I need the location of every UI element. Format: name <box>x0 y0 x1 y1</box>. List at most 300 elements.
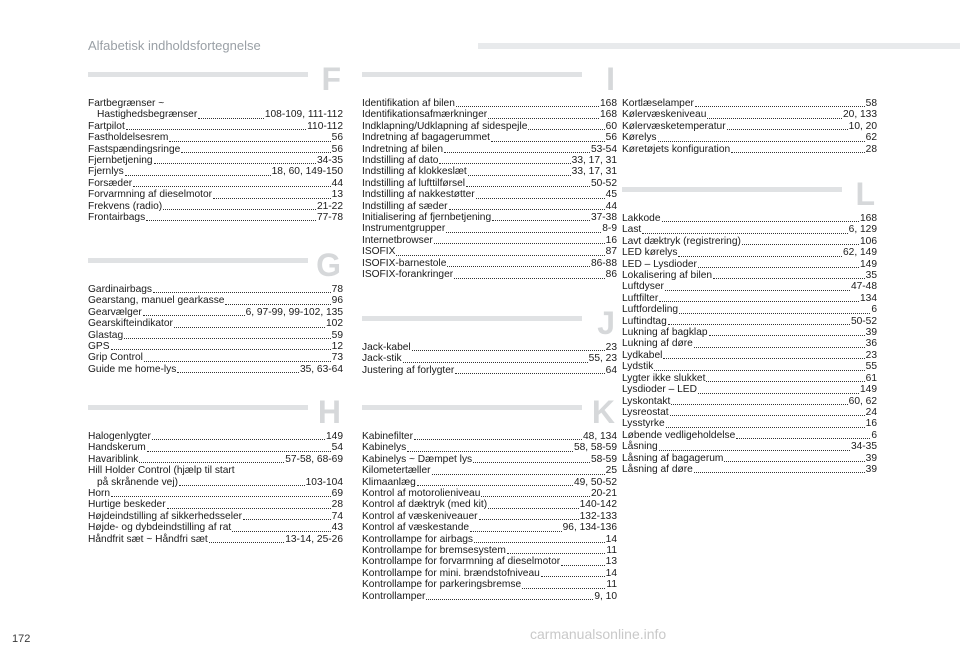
entry-page[interactable]: 58-59 <box>590 453 617 465</box>
entry-page[interactable]: 14 <box>605 567 617 579</box>
entry-text: ISOFIX-barnestole <box>362 257 447 269</box>
dot-leader <box>144 359 331 362</box>
entry-text: Gearstang, manuel gearkasse <box>88 295 225 307</box>
entry-text: Klimaanlæg <box>362 476 416 488</box>
entry-text: Kilometertæller <box>362 465 431 477</box>
index-entry <box>362 442 617 453</box>
index-entry <box>622 224 877 235</box>
index-entry <box>362 365 617 376</box>
entry-page[interactable]: 108-109, 111-112 <box>264 109 343 121</box>
index-entry <box>622 109 877 120</box>
index-entry <box>362 465 617 476</box>
index-entry <box>88 295 343 306</box>
index-entry <box>362 556 617 567</box>
entry-page[interactable]: 8-9 <box>602 223 617 235</box>
index-entry <box>362 258 617 269</box>
dot-leader <box>124 336 331 339</box>
dot-leader <box>143 313 245 316</box>
entry-page[interactable]: 20-21 <box>590 488 617 500</box>
entry-list <box>88 98 343 223</box>
entry-page[interactable]: 73 <box>331 352 343 364</box>
index-entry <box>622 441 877 452</box>
dot-leader <box>177 370 299 373</box>
entry-text: Halogenlygter <box>88 431 151 442</box>
entry-page[interactable]: 168 <box>600 109 617 121</box>
entry-page[interactable]: 86-88 <box>590 257 617 269</box>
entry-page[interactable]: 149 <box>860 384 877 396</box>
entry-page[interactable]: 132-133 <box>579 510 617 522</box>
section-letter: L <box>855 176 875 212</box>
entry-text: Håndfrit sæt ~ Håndfri sæt <box>88 533 208 545</box>
dot-leader <box>153 290 331 293</box>
entry-text: Kontrol af motorolieniveau <box>362 488 481 500</box>
index-entry <box>88 364 343 375</box>
section-K <box>362 394 617 602</box>
entry-text: Kontrollampe for forvarmning af dieselmotor <box>362 556 561 568</box>
section-F <box>88 61 343 224</box>
page-header <box>0 0 960 70</box>
entry-page[interactable]: 57-58, 68-69 <box>285 453 343 465</box>
dot-leader <box>396 253 604 256</box>
entry-page[interactable]: 56 <box>331 143 343 155</box>
index-entry <box>622 213 877 224</box>
dot-leader <box>181 150 330 153</box>
entry-text: Lukning af døre <box>622 338 693 350</box>
index-entry <box>622 121 877 132</box>
dot-leader <box>488 116 599 119</box>
watermark: carmanualsonline.info <box>530 626 667 642</box>
entry-page[interactable]: 78 <box>331 284 343 295</box>
entry-page[interactable]: 28 <box>331 499 343 511</box>
entry-text: Fastholdelsesrem <box>88 132 169 144</box>
index-entry <box>362 155 617 166</box>
entry-text: Hill Holder Control (hjælp til start <box>88 465 235 477</box>
dot-leader <box>476 196 605 199</box>
entry-page[interactable]: 54 <box>331 442 343 454</box>
entry-text: Lydstik <box>622 361 654 373</box>
entry-page[interactable]: 64 <box>605 364 617 376</box>
entry-page[interactable]: 58, 58-59 <box>573 442 617 454</box>
entry-text: Forsæder <box>88 177 133 189</box>
index-entry <box>622 144 877 155</box>
entry-page[interactable]: 48, 134 <box>583 431 617 442</box>
index-entry <box>362 522 617 533</box>
entry-page[interactable]: 10, 20 <box>848 120 877 132</box>
dot-leader <box>663 356 864 359</box>
index-entry <box>88 284 343 295</box>
index-entry <box>622 396 877 407</box>
entry-text: Last <box>622 224 642 236</box>
entry-page[interactable]: 96 <box>331 295 343 307</box>
entry-list <box>622 98 877 155</box>
entry-text: Hurtige beskeder <box>88 499 166 511</box>
section-header <box>88 394 343 431</box>
index-entry <box>88 442 343 453</box>
dot-leader <box>163 207 316 210</box>
entry-text: Forvarmning af dieselmotor <box>88 189 212 201</box>
entry-text: Lysdioder – LED <box>622 384 697 396</box>
index-entry <box>88 166 343 177</box>
index-entry <box>88 352 343 363</box>
entry-text: Kølervæsketemperatur <box>622 120 726 132</box>
entry-page[interactable]: 59 <box>331 329 343 341</box>
section-letter: F <box>321 61 341 97</box>
entry-page[interactable]: 69 <box>331 488 343 500</box>
dot-leader <box>446 230 601 233</box>
entry-page[interactable]: 55 <box>865 361 877 373</box>
entry-page[interactable]: 23 <box>865 349 877 361</box>
entry-page[interactable]: 11 <box>606 545 617 557</box>
entry-text: Kortlæselamper <box>622 98 694 109</box>
dot-leader <box>111 347 331 350</box>
entry-page[interactable]: 45 <box>605 189 617 201</box>
index-entry <box>362 246 617 257</box>
index-entry <box>362 534 617 545</box>
entry-page[interactable]: 21-22 <box>316 200 343 212</box>
entry-page[interactable]: 37-38 <box>590 212 617 224</box>
index-entry <box>88 155 343 166</box>
entry-page[interactable]: 43 <box>331 522 343 534</box>
dot-leader <box>654 368 864 371</box>
index-entry <box>362 201 617 212</box>
entry-page[interactable]: 9, 10 <box>594 590 617 602</box>
index-entry <box>88 330 343 341</box>
entry-text: Lydkabel <box>622 349 663 361</box>
entry-text: Gearskifteindikator <box>88 318 173 330</box>
index-entry <box>622 464 877 475</box>
entry-page[interactable]: 24 <box>865 406 877 418</box>
entry-page[interactable]: 39 <box>865 463 877 475</box>
entry-text: Lysreostat <box>622 406 669 418</box>
section-header <box>362 394 617 431</box>
dot-leader <box>447 264 590 267</box>
entry-text: Kontrollampe for bremsesystem <box>362 545 506 557</box>
entry-text: Internetbrowser <box>362 234 433 246</box>
dot-leader <box>403 360 588 363</box>
entry-page[interactable]: 6 <box>871 304 877 316</box>
entry-list <box>88 284 343 375</box>
dot-leader <box>209 540 284 543</box>
entry-page[interactable]: 39 <box>865 452 877 464</box>
dot-leader <box>694 470 865 473</box>
index-entry <box>88 511 343 522</box>
entry-page[interactable]: 44 <box>605 200 617 212</box>
index-entry <box>622 316 877 327</box>
index-entry <box>622 236 877 247</box>
entry-page[interactable]: 58 <box>865 98 877 109</box>
section-H <box>88 394 343 545</box>
entry-text: Højdeindstilling af sikkerhedsseler <box>88 510 243 522</box>
entry-text: Låsning af døre <box>622 463 693 475</box>
section-divider <box>362 316 582 321</box>
entry-text: Initialisering af fjernbetjening <box>362 212 492 224</box>
entry-page[interactable]: 134 <box>860 292 877 304</box>
header-bar <box>478 43 960 49</box>
entry-text: Handskerum <box>88 442 146 454</box>
entry-text: Indstilling af sæder <box>362 200 448 212</box>
index-entry <box>622 430 877 441</box>
entry-text: LED – Lysdioder <box>622 258 697 270</box>
index-entry <box>88 144 343 155</box>
dot-leader <box>167 506 331 509</box>
dot-leader <box>668 322 850 325</box>
index-entry <box>88 178 343 189</box>
dot-leader <box>492 218 590 221</box>
entry-page[interactable]: 39 <box>865 327 877 339</box>
entry-page[interactable]: 56 <box>605 132 617 144</box>
dot-leader <box>407 449 573 452</box>
entry-text: Jack-stik <box>362 353 402 365</box>
entry-text: Kontrol af væskeniveauer <box>362 510 478 522</box>
entry-page[interactable]: 86 <box>605 269 617 281</box>
dot-leader <box>709 333 865 336</box>
entry-text: Luftindtag <box>622 315 667 327</box>
entry-text: Kørelys <box>622 132 657 144</box>
entry-text: Gardinairbags <box>88 284 152 295</box>
entry-text: Glastag <box>88 329 124 341</box>
entry-page[interactable]: 56 <box>331 132 343 144</box>
dot-leader <box>736 436 870 439</box>
page-number: 172 <box>12 633 31 645</box>
index-entry <box>88 341 343 352</box>
index-entry <box>362 511 617 522</box>
entry-page[interactable]: 49, 50-52 <box>573 476 617 488</box>
entry-page[interactable]: 149 <box>860 258 877 270</box>
entry-page[interactable]: 61 <box>865 372 877 384</box>
section-header <box>88 61 343 98</box>
section-letter: K <box>591 394 615 430</box>
entry-text: Kølervæskeniveau <box>622 109 707 121</box>
entry-page[interactable]: 34-35 <box>850 441 877 453</box>
dot-leader <box>474 540 605 543</box>
entry-page[interactable]: 14 <box>605 533 617 545</box>
index-entry <box>362 223 617 234</box>
entry-text: Jack-kabel <box>362 342 411 353</box>
dot-leader <box>541 574 605 577</box>
entry-text: Fastspændingsringe <box>88 143 181 155</box>
section-header <box>362 305 617 342</box>
entry-page[interactable]: 50-52 <box>850 315 877 327</box>
dot-leader <box>724 459 864 462</box>
entry-text: Lygter ikke slukket <box>622 372 706 384</box>
index-entry <box>362 189 617 200</box>
entry-page[interactable]: 77-78 <box>316 212 343 224</box>
index-entry <box>362 166 617 177</box>
index-entry <box>622 293 877 304</box>
dot-leader <box>707 116 842 119</box>
section-letter: H <box>317 394 341 430</box>
entry-page[interactable]: 168 <box>600 98 617 109</box>
entry-page[interactable]: 35, 63-64 <box>299 363 343 375</box>
index-entry <box>362 499 617 510</box>
index-entry <box>362 488 617 499</box>
entry-page[interactable]: 168 <box>860 213 877 224</box>
entry-text: Guide me home-lys <box>88 363 177 375</box>
entry-text: GPS <box>88 341 110 353</box>
entry-page[interactable]: 103-104 <box>305 476 343 488</box>
entry-page[interactable]: 62 <box>865 132 877 144</box>
entry-text: Identifikation af bilen <box>362 98 455 109</box>
entry-page[interactable]: 33, 17, 31 <box>571 155 617 167</box>
dot-leader <box>713 276 865 279</box>
index-entry <box>622 373 877 384</box>
entry-text: Kabinelys ~ Dæmpet lys <box>362 453 473 465</box>
entry-page[interactable]: 16 <box>865 418 877 430</box>
dot-leader <box>666 425 865 428</box>
entry-page[interactable]: 55, 23 <box>588 353 617 365</box>
entry-page[interactable]: 44 <box>331 177 343 189</box>
entry-text: ISOFIX-forankringer <box>362 269 454 281</box>
dot-leader <box>522 586 605 589</box>
entry-page[interactable]: 25 <box>605 465 617 477</box>
entry-page[interactable]: 140-142 <box>579 499 617 511</box>
dot-leader <box>679 311 870 314</box>
dot-leader <box>232 529 330 532</box>
index-entry <box>622 407 877 418</box>
dot-leader <box>662 219 859 222</box>
entry-page[interactable]: 6, 97-99, 99-102, 135 <box>245 306 343 318</box>
entry-page[interactable]: 50-52 <box>590 177 617 189</box>
dot-leader <box>694 345 865 348</box>
entry-page[interactable]: 36 <box>865 338 877 350</box>
entry-page[interactable]: 60, 62 <box>848 395 877 407</box>
entry-page[interactable]: 11 <box>606 579 617 591</box>
entry-page[interactable]: 23 <box>605 342 617 353</box>
entry-page[interactable]: 74 <box>331 510 343 522</box>
dot-leader <box>561 563 604 566</box>
entry-text: Lokalisering af bilen <box>622 270 713 282</box>
entry-page[interactable]: 6, 129 <box>848 224 877 236</box>
dot-leader <box>133 184 330 187</box>
entry-text: Indstilling af lufttilførsel <box>362 177 466 189</box>
dot-leader <box>727 127 848 130</box>
index-entry <box>362 212 617 223</box>
entry-text: Kontrol af dæktryk (med kit) <box>362 499 488 511</box>
entry-text: Kontrollampe for mini. brændstofniveau <box>362 567 540 579</box>
index-entry <box>88 454 343 465</box>
dot-leader <box>434 241 605 244</box>
entry-page[interactable]: 60 <box>605 120 617 132</box>
index-entry <box>362 269 617 280</box>
entry-page[interactable]: 34-35 <box>316 155 343 167</box>
entry-text: Fartpilot <box>88 120 125 132</box>
dot-leader <box>426 597 593 600</box>
dot-leader <box>198 116 264 119</box>
index-entry <box>362 342 617 353</box>
index-entry <box>362 144 617 155</box>
index-entry <box>622 281 877 292</box>
index-entry <box>362 477 617 488</box>
entry-page[interactable]: 62, 149 <box>843 247 877 259</box>
section-letter: G <box>316 247 341 283</box>
index-entry <box>88 431 343 442</box>
dot-leader <box>225 302 330 305</box>
entry-page[interactable]: 53-54 <box>590 143 617 155</box>
section-I <box>362 61 617 281</box>
dot-leader <box>698 391 859 394</box>
entry-page[interactable]: 20, 133 <box>843 109 877 121</box>
entry-page[interactable]: 35 <box>865 270 877 282</box>
section-divider <box>362 405 582 410</box>
entry-text: Frontairbags <box>88 212 146 224</box>
entry-page[interactable]: 13 <box>331 189 343 201</box>
dot-leader <box>414 437 582 440</box>
entry-page[interactable]: 110-112 <box>307 120 343 132</box>
entry-text: Kontrollamper <box>362 590 426 602</box>
section-J <box>362 305 617 376</box>
entry-text: Låsning <box>622 441 658 453</box>
dot-leader <box>139 460 284 463</box>
entry-text: Fartbegrænser ~ <box>88 98 165 109</box>
index-entry <box>622 259 877 270</box>
entry-text: Kabinefilter <box>362 431 413 442</box>
entry-text: Indstilling af klokkeslæt <box>362 166 467 178</box>
entry-text: Låsning af bagagerum <box>622 452 724 464</box>
entry-page[interactable]: 33, 17, 31 <box>571 166 617 178</box>
dot-leader <box>670 413 865 416</box>
index-entry <box>622 327 877 338</box>
entry-text: Identifikationsafmærkninger <box>362 109 488 121</box>
entry-page[interactable]: 149 <box>326 431 343 442</box>
entry-text: Indstilling af dato <box>362 155 439 167</box>
entry-text: Indstilling af nakkestøtter <box>362 189 475 201</box>
entry-page[interactable]: 6 <box>871 429 877 441</box>
entry-list <box>88 431 343 545</box>
dot-leader <box>671 402 847 405</box>
dot-leader <box>456 104 599 107</box>
section-G <box>88 247 343 375</box>
entry-list <box>362 342 617 376</box>
section-divider <box>88 405 308 410</box>
section-divider <box>88 258 308 263</box>
index-entry <box>362 121 617 132</box>
dot-leader <box>488 506 578 509</box>
entry-page[interactable]: 28 <box>865 143 877 155</box>
entry-page[interactable]: 16 <box>605 234 617 246</box>
index-entry <box>622 418 877 429</box>
entry-page[interactable]: 106 <box>860 235 877 247</box>
index-entry <box>362 98 617 109</box>
entry-list <box>622 213 877 475</box>
entry-page[interactable]: 87 <box>605 246 617 258</box>
index-entry <box>88 121 343 132</box>
index-entry <box>622 384 877 395</box>
dot-leader <box>665 288 850 291</box>
index-entry <box>362 431 617 442</box>
section-letter: I <box>606 61 615 97</box>
entry-page[interactable]: 13 <box>605 556 617 568</box>
entry-page[interactable]: 102 <box>326 318 343 330</box>
index-entry <box>622 270 877 281</box>
entry-text: Luftfordeling <box>622 304 679 316</box>
entry-list <box>362 98 617 281</box>
dot-leader <box>731 150 865 153</box>
entry-page[interactable]: 96, 134-136 <box>562 522 617 534</box>
index-entry <box>362 454 617 465</box>
dot-leader <box>152 437 325 440</box>
index-entry <box>88 318 343 329</box>
entry-text: ISOFIX <box>362 246 396 258</box>
entry-page[interactable]: 12 <box>331 341 343 353</box>
entry-text: Indretning af bilen <box>362 143 443 155</box>
entry-page[interactable]: 13-14, 25-26 <box>285 533 343 545</box>
entry-text: Luftdyser <box>622 281 664 293</box>
entry-page[interactable]: 18, 60, 149-150 <box>271 166 343 178</box>
dot-leader <box>125 173 271 176</box>
dot-leader <box>468 173 571 176</box>
entry-text: Justering af forlygter <box>362 364 455 376</box>
entry-page[interactable]: 47-48 <box>850 281 877 293</box>
